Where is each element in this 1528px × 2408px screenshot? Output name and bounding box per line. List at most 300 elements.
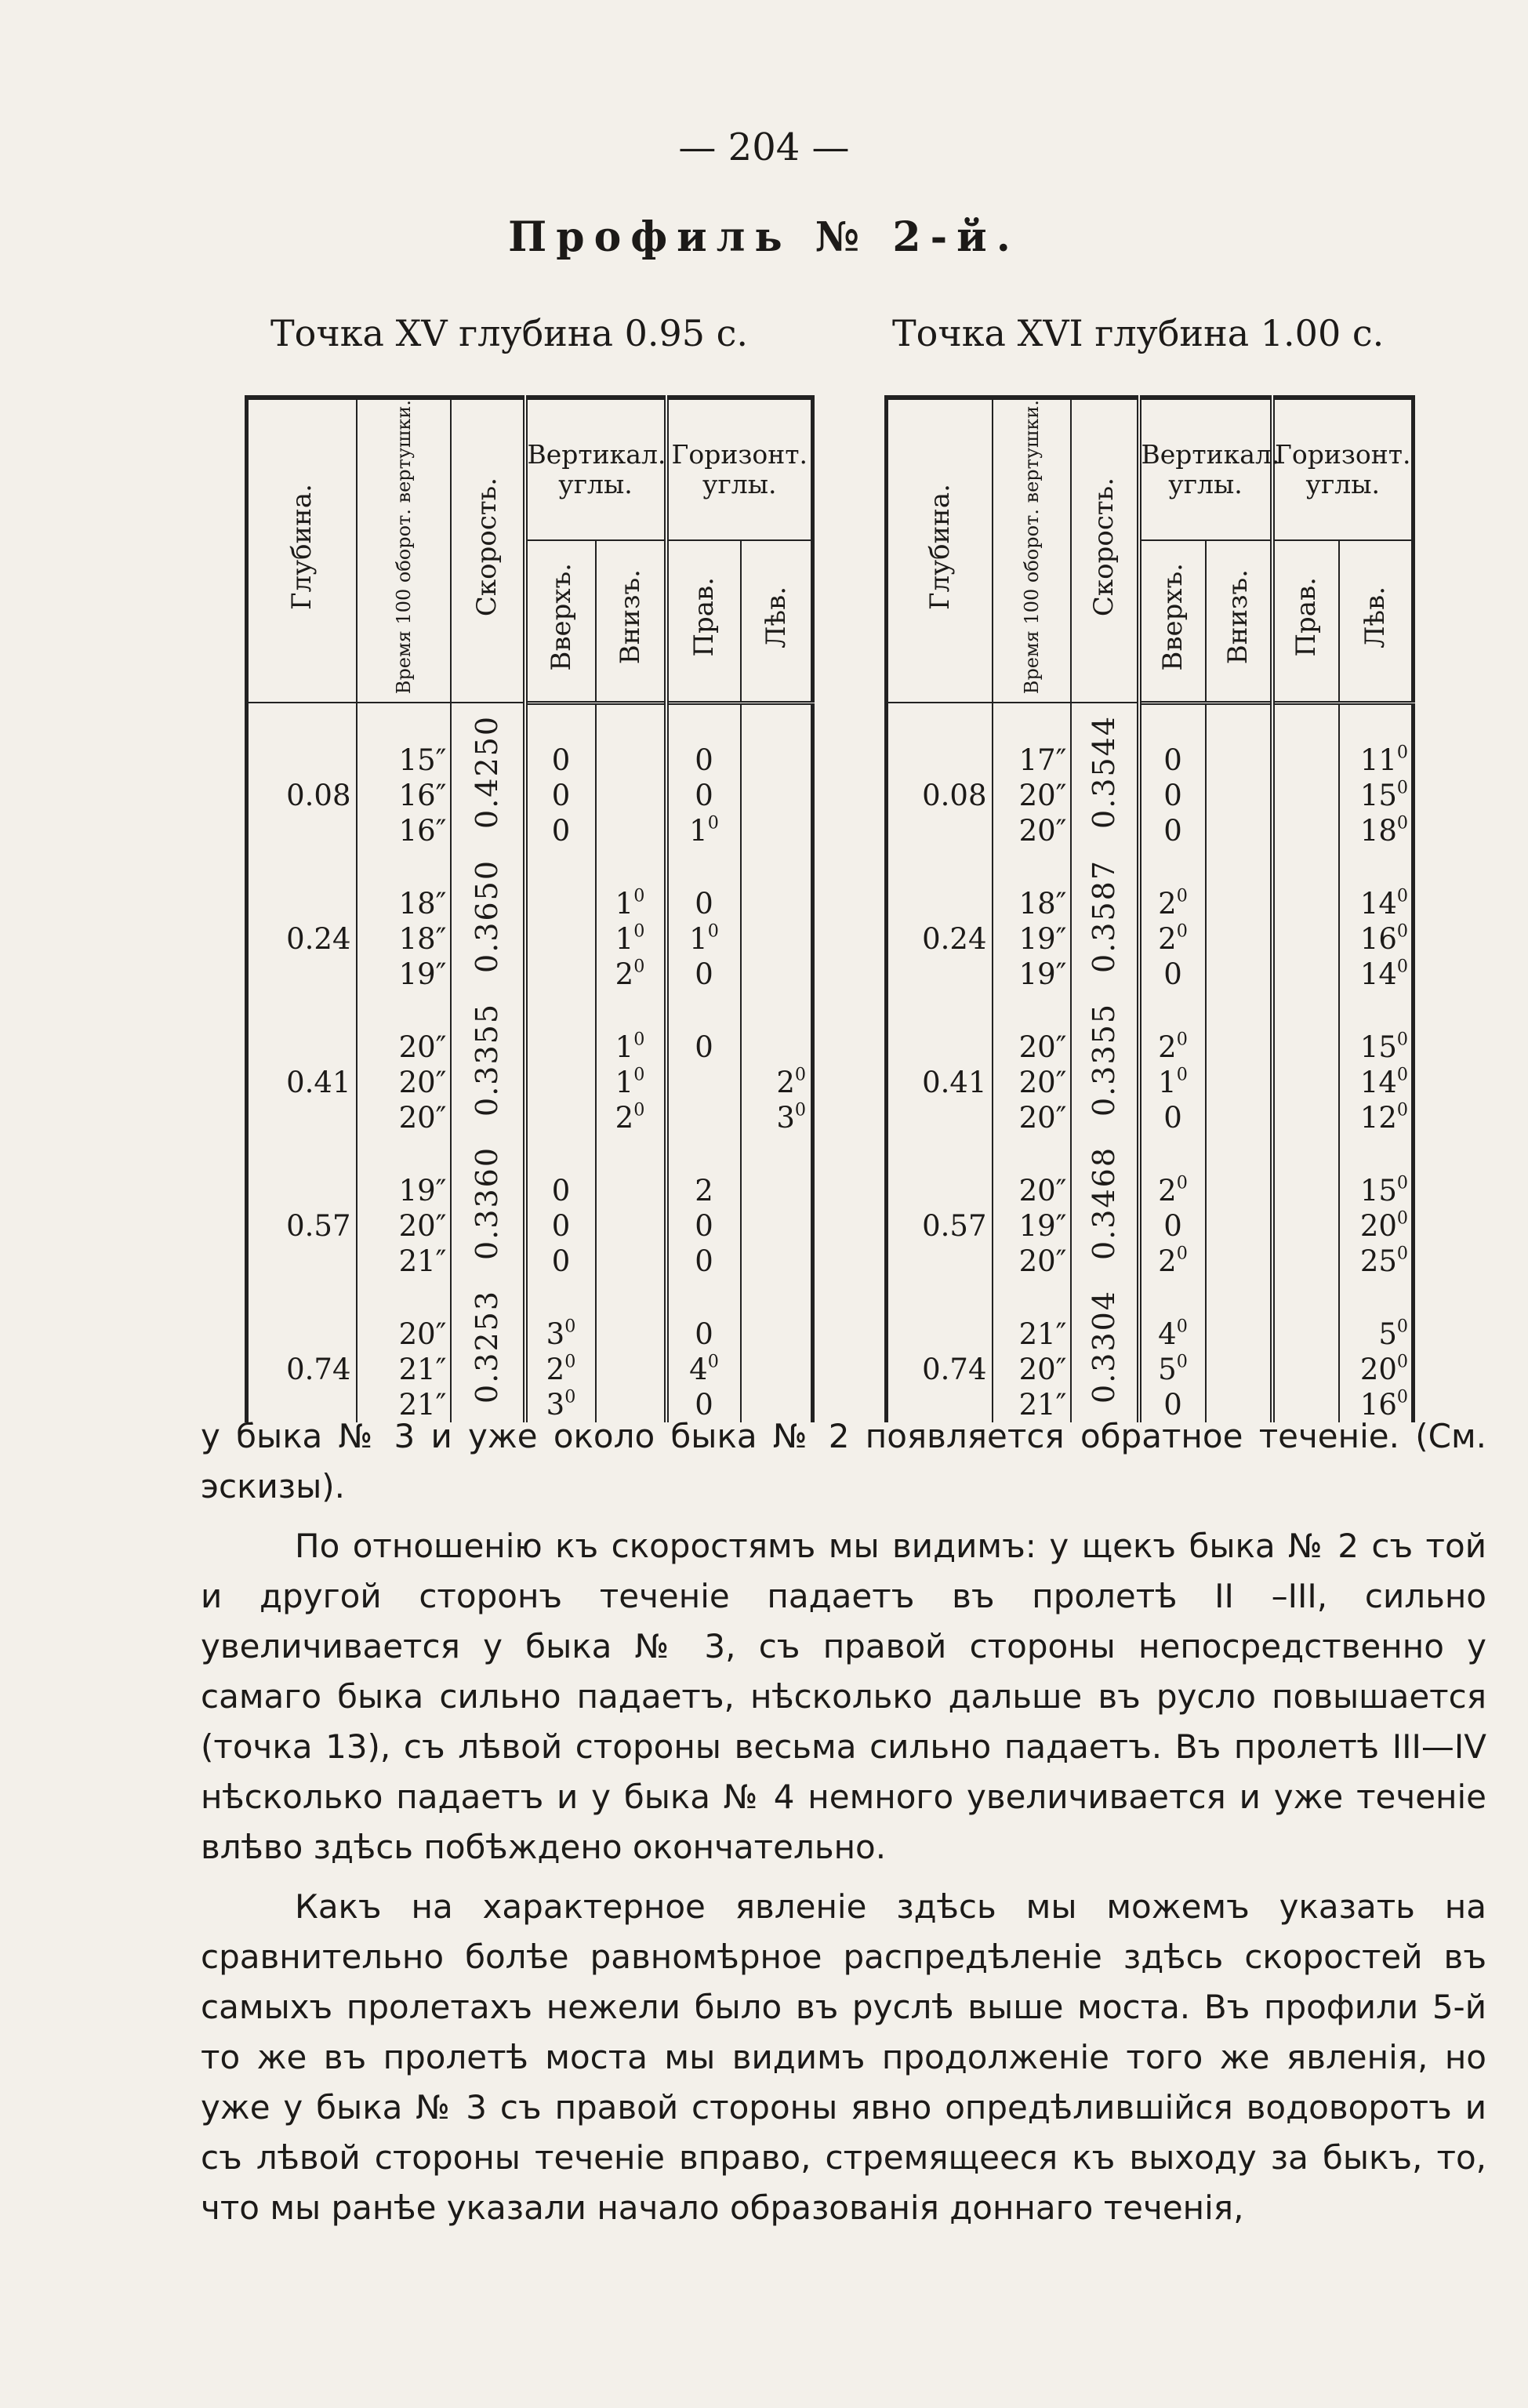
up-cell: $5^0$ (1139, 1352, 1206, 1387)
up-cell (525, 1100, 596, 1135)
right-cell (1272, 1352, 1339, 1387)
time-cell: 16″ (357, 813, 451, 848)
header-down: Внизъ. (1206, 540, 1272, 703)
spacer-cell (741, 1135, 813, 1173)
left-cell: $11^0$ (1339, 743, 1414, 778)
spacer-cell (1139, 1135, 1206, 1173)
spacer-cell (666, 992, 741, 1030)
spacer-cell (247, 1279, 357, 1317)
depth-cell (887, 1244, 993, 1279)
right-cell: 0 (666, 957, 741, 992)
left-cell: $2^0$ (741, 1065, 813, 1100)
spacer-cell (1272, 1135, 1339, 1173)
time-cell: 18″ (993, 886, 1071, 921)
spacer-cell (887, 703, 993, 743)
up-cell: $4^0$ (1139, 1317, 1206, 1352)
speed-cell: 0.3304 (1071, 1279, 1139, 1422)
body-text (201, 1411, 1486, 2233)
right-cell (1272, 957, 1339, 992)
down-cell (1206, 813, 1272, 848)
time-cell: 19″ (993, 921, 1071, 957)
spacer-cell (993, 1279, 1071, 1317)
down-cell (1206, 1208, 1272, 1244)
time-cell: 20″ (993, 778, 1071, 813)
up-cell (525, 886, 596, 921)
right-cell (1272, 813, 1339, 848)
depth-cell (247, 1100, 357, 1135)
spacer-cell (887, 848, 993, 886)
table-row (887, 1317, 1414, 1352)
time-cell: 21″ (993, 1317, 1071, 1352)
table-row (247, 957, 813, 992)
speed-cell: 0.3544 (1071, 703, 1139, 848)
left-cell: $3^0$ (741, 1100, 813, 1135)
header-speed: Скорость. (451, 398, 525, 703)
spacer-cell (525, 992, 596, 1030)
header-horizontal-angles: Горизонт. углы. (1272, 398, 1414, 540)
left-cell: $25^0$ (1339, 1244, 1414, 1279)
down-cell (1206, 778, 1272, 813)
paragraph: Какъ на характерное явленіе здѣсь мы можемъ указать на сравнительно болѣе равномѣрное распредѣленіе здѣсь скоростей въ самыхъ пролетахъ нежели было въ руслѣ выше моста. Въ профили 5-й то же въ пролетѣ моста мы видимъ продолженіе того же явленія, но уже у быка № 3 съ правой стороны явно опредѣлившійся водоворотъ и съ лѣвой стороны теченіе вправо, стремящееся къ выходу за быкъ, то, что мы ранѣе указали начало образованія доннаго теченія, (201, 1887, 1486, 2227)
spacer-cell (666, 1135, 741, 1173)
depth-cell (247, 886, 357, 921)
spacer-cell (666, 1279, 741, 1317)
time-cell: 20″ (357, 1030, 451, 1065)
right-cell (1272, 1208, 1339, 1244)
depth-cell (887, 813, 993, 848)
right-cell (1272, 743, 1339, 778)
speed-cell: 0.3360 (451, 1135, 525, 1279)
up-cell: $2^0$ (525, 1352, 596, 1387)
down-cell (1206, 1100, 1272, 1135)
table-row (887, 1065, 1414, 1100)
right-cell (1272, 778, 1339, 813)
spacer-cell (357, 1135, 451, 1173)
table-row (887, 1030, 1414, 1065)
spacer-cell (247, 1135, 357, 1173)
depth-cell (247, 813, 357, 848)
right-cell (1272, 1317, 1339, 1352)
spacer-cell (247, 703, 357, 743)
header-time: Время 100 оборот. вертушки. (357, 398, 451, 703)
up-cell: $2^0$ (1139, 1244, 1206, 1279)
left-cell (741, 1173, 813, 1208)
paragraph: у быка № 3 и уже около быка № 2 появляется обратное теченіе. (См. эскизы). (201, 1417, 1486, 1505)
spacer-cell (525, 1135, 596, 1173)
time-cell: 20″ (993, 1065, 1071, 1100)
down-cell: $1^0$ (596, 886, 666, 921)
right-cell: $1^0$ (666, 921, 741, 957)
depth-cell: 0.57 (247, 1208, 357, 1244)
spacer-cell (596, 1135, 666, 1173)
down-cell (596, 1352, 666, 1387)
spacer-cell (741, 1279, 813, 1317)
left-cell (741, 921, 813, 957)
spacer-cell (666, 848, 741, 886)
up-cell: 0 (525, 1173, 596, 1208)
up-cell: 0 (1139, 1100, 1206, 1135)
header-right: Прав. (666, 540, 741, 703)
down-cell (1206, 1030, 1272, 1065)
table-row (247, 1100, 813, 1135)
left-measurement-table (245, 395, 815, 1422)
spacer-cell (357, 1279, 451, 1317)
spacer-cell (741, 848, 813, 886)
time-cell: 20″ (357, 1317, 451, 1352)
spacer-cell (1339, 1135, 1414, 1173)
spacer-cell (887, 1279, 993, 1317)
right-cell: 0 (666, 743, 741, 778)
down-cell (1206, 1244, 1272, 1279)
depth-cell (247, 1317, 357, 1352)
table-row (247, 1244, 813, 1279)
time-cell: 20″ (993, 1100, 1071, 1135)
spacer-cell (993, 848, 1071, 886)
down-cell (596, 813, 666, 848)
header-depth: Глубина. (887, 398, 993, 703)
table-row (247, 1173, 813, 1208)
header-up: Вверхъ. (1139, 540, 1206, 703)
left-cell: $15^0$ (1339, 1173, 1414, 1208)
table-row (247, 1317, 813, 1352)
right-cell (1272, 921, 1339, 957)
up-cell: $2^0$ (1139, 886, 1206, 921)
time-cell: 20″ (993, 1173, 1071, 1208)
left-cell: $15^0$ (1339, 778, 1414, 813)
down-cell (596, 1244, 666, 1279)
table-row (247, 813, 813, 848)
spacer-cell (525, 1279, 596, 1317)
header-left: Лѣв. (741, 540, 813, 703)
spacer-cell (525, 703, 596, 743)
page-number: — 204 — (678, 125, 850, 169)
up-cell: 0 (1139, 743, 1206, 778)
table-row (887, 778, 1414, 813)
speed-cell: 0.3587 (1071, 848, 1139, 992)
table-row (247, 886, 813, 921)
time-cell: 20″ (357, 1100, 451, 1135)
depth-cell (247, 957, 357, 992)
left-cell (741, 813, 813, 848)
up-cell: $3^0$ (525, 1317, 596, 1352)
header-depth: Глубина. (247, 398, 357, 703)
left-cell: $14^0$ (1339, 886, 1414, 921)
spacer-cell (357, 992, 451, 1030)
down-cell (1206, 1065, 1272, 1100)
depth-cell (887, 1173, 993, 1208)
spacer-cell (887, 992, 993, 1030)
spacer-cell (247, 992, 357, 1030)
right-cell: 0 (666, 1387, 741, 1422)
left-cell (741, 743, 813, 778)
down-cell (1206, 886, 1272, 921)
spacer-cell (741, 703, 813, 743)
left-cell: $12^0$ (1339, 1100, 1414, 1135)
up-cell (525, 1030, 596, 1065)
up-cell: 0 (525, 778, 596, 813)
up-cell: 0 (1139, 778, 1206, 813)
depth-cell (247, 1244, 357, 1279)
time-cell: 16″ (357, 778, 451, 813)
up-cell (525, 921, 596, 957)
up-cell: 0 (1139, 1387, 1206, 1422)
spacer-cell (1206, 992, 1272, 1030)
table-row (887, 1100, 1414, 1135)
depth-cell: 0.57 (887, 1208, 993, 1244)
right-cell (1272, 1030, 1339, 1065)
down-cell (1206, 1173, 1272, 1208)
up-cell: $3^0$ (525, 1387, 596, 1422)
spacer-cell (1206, 703, 1272, 743)
spacer-cell (1272, 1279, 1339, 1317)
header-left: Лѣв. (1339, 540, 1414, 703)
spacer-cell (357, 703, 451, 743)
left-cell (741, 886, 813, 921)
time-cell: 21″ (993, 1387, 1071, 1422)
table-row (247, 1208, 813, 1244)
spacer-cell (1139, 1279, 1206, 1317)
down-cell (1206, 1352, 1272, 1387)
table-row (247, 1065, 813, 1100)
down-cell (596, 1173, 666, 1208)
time-cell: 20″ (357, 1208, 451, 1244)
right-cell: 0 (666, 778, 741, 813)
right-cell: 0 (666, 1244, 741, 1279)
down-cell (1206, 1317, 1272, 1352)
spacer-cell (1339, 1279, 1414, 1317)
right-cell (1272, 1244, 1339, 1279)
depth-cell (887, 743, 993, 778)
page-title: Профиль № 2-й. (508, 213, 1020, 261)
right-cell (666, 1100, 741, 1135)
left-cell (741, 1208, 813, 1244)
table-row (887, 1173, 1414, 1208)
spacer-cell (1139, 703, 1206, 743)
spacer-cell (596, 1279, 666, 1317)
down-cell (596, 1208, 666, 1244)
spacer-cell (525, 848, 596, 886)
table-row (247, 743, 813, 778)
left-cell (741, 1244, 813, 1279)
speed-cell: 0.4250 (451, 703, 525, 848)
down-cell (1206, 743, 1272, 778)
depth-cell (887, 1317, 993, 1352)
spacer-cell (1339, 848, 1414, 886)
left-cell: $14^0$ (1339, 957, 1414, 992)
time-cell: 19″ (993, 1208, 1071, 1244)
depth-cell (887, 1030, 993, 1065)
right-measurement-table (884, 395, 1415, 1422)
left-cell: $15^0$ (1339, 1030, 1414, 1065)
down-cell: $1^0$ (596, 1030, 666, 1065)
depth-cell: 0.41 (247, 1065, 357, 1100)
down-cell (596, 743, 666, 778)
table-row (247, 1352, 813, 1387)
spacer-cell (887, 1135, 993, 1173)
depth-cell (247, 1173, 357, 1208)
spacer-cell (1206, 848, 1272, 886)
left-table-body (247, 703, 813, 1422)
depth-cell (247, 743, 357, 778)
up-cell: $2^0$ (1139, 921, 1206, 957)
depth-cell: 0.41 (887, 1065, 993, 1100)
speed-cell: 0.3355 (451, 992, 525, 1135)
down-cell (596, 1317, 666, 1352)
spacer-cell (1139, 992, 1206, 1030)
right-table-body (887, 703, 1414, 1422)
spacer-cell (1272, 992, 1339, 1030)
spacer-cell (1272, 703, 1339, 743)
time-cell: 17″ (993, 743, 1071, 778)
down-cell: $2^0$ (596, 1100, 666, 1135)
left-cell (741, 957, 813, 992)
depth-cell: 0.08 (887, 778, 993, 813)
left-table-caption: Точка XV глубина 0.95 с. (270, 312, 749, 354)
spacer-cell (1139, 848, 1206, 886)
table-row (887, 743, 1414, 778)
right-cell (1272, 1173, 1339, 1208)
up-cell: 0 (525, 1244, 596, 1279)
left-cell (741, 1352, 813, 1387)
spacer-cell (596, 992, 666, 1030)
right-cell: 2 (666, 1173, 741, 1208)
time-cell: 21″ (357, 1244, 451, 1279)
left-cell (741, 1030, 813, 1065)
depth-cell: 0.24 (247, 921, 357, 957)
spacer-cell (1206, 1279, 1272, 1317)
header-down: Внизъ. (596, 540, 666, 703)
depth-cell: 0.08 (247, 778, 357, 813)
spacer-cell (596, 703, 666, 743)
spacer-cell (1206, 1135, 1272, 1173)
right-cell (1272, 1100, 1339, 1135)
down-cell: $1^0$ (596, 921, 666, 957)
table-row (247, 778, 813, 813)
depth-cell (887, 957, 993, 992)
depth-cell: 0.74 (247, 1352, 357, 1387)
table-row (247, 921, 813, 957)
header-time: Время 100 оборот. вертушки. (993, 398, 1071, 703)
time-cell: 20″ (993, 1030, 1071, 1065)
header-right: Прав. (1272, 540, 1339, 703)
left-cell: $18^0$ (1339, 813, 1414, 848)
spacer-cell (357, 848, 451, 886)
left-cell: $5^0$ (1339, 1317, 1414, 1352)
spacer-cell (247, 848, 357, 886)
spacer-cell (596, 848, 666, 886)
right-table-caption: Точка XVI глубина 1.00 с. (892, 312, 1385, 354)
header-up: Вверхъ. (525, 540, 596, 703)
up-cell: 0 (525, 813, 596, 848)
time-cell: 20″ (993, 1352, 1071, 1387)
table-row (887, 813, 1414, 848)
speed-cell: 0.3650 (451, 848, 525, 992)
spacer-cell (1339, 992, 1414, 1030)
depth-cell (887, 1100, 993, 1135)
spacer-cell (741, 992, 813, 1030)
header-vertical-angles: Вертикал. углы. (525, 398, 666, 540)
up-cell (525, 957, 596, 992)
time-cell: 21″ (357, 1387, 451, 1422)
left-cell: $20^0$ (1339, 1208, 1414, 1244)
time-cell: 15″ (357, 743, 451, 778)
down-cell (1206, 957, 1272, 992)
left-cell: $14^0$ (1339, 1065, 1414, 1100)
spacer-cell (1272, 848, 1339, 886)
spacer-cell (993, 1135, 1071, 1173)
up-cell: 0 (525, 743, 596, 778)
table-row (887, 921, 1414, 957)
left-cell: $16^0$ (1339, 921, 1414, 957)
right-cell (1272, 1065, 1339, 1100)
speed-cell: 0.3468 (1071, 1135, 1139, 1279)
up-cell: 0 (525, 1208, 596, 1244)
down-cell: $2^0$ (596, 957, 666, 992)
up-cell: $2^0$ (1139, 1030, 1206, 1065)
depth-cell (247, 1030, 357, 1065)
left-cell: $16^0$ (1339, 1387, 1414, 1422)
left-cell: $20^0$ (1339, 1352, 1414, 1387)
depth-cell: 0.24 (887, 921, 993, 957)
down-cell (1206, 921, 1272, 957)
down-cell (596, 778, 666, 813)
right-cell: $4^0$ (666, 1352, 741, 1387)
speed-cell: 0.3253 (451, 1279, 525, 1422)
right-cell: 0 (666, 886, 741, 921)
spacer-cell (993, 992, 1071, 1030)
up-cell: 0 (1139, 1208, 1206, 1244)
left-cell (741, 1317, 813, 1352)
table-row (887, 1352, 1414, 1387)
time-cell: 19″ (357, 957, 451, 992)
speed-cell: 0.3355 (1071, 992, 1139, 1135)
right-cell (1272, 886, 1339, 921)
left-cell (741, 778, 813, 813)
paragraph: По отношенію къ скоростямъ мы видимъ: у щекъ быка № 2 съ той и другой сторонъ теченіе падаетъ въ пролетѣ II –III, сильно увеличивается у быка № 3, съ правой стороны непосредственно у самаго быка сильно падаетъ, нѣсколько дальше въ русло повышается (точка 13), съ лѣвой стороны весьма сильно падаетъ. Въ пролетѣ III—IV нѣсколько падаетъ и у быка № 4 немного увеличивается и уже теченіе влѣво здѣсь побѣждено окончательно. (201, 1527, 1486, 1866)
time-cell: 18″ (357, 921, 451, 957)
table-row (247, 1030, 813, 1065)
right-cell (666, 1065, 741, 1100)
time-cell: 20″ (993, 1244, 1071, 1279)
spacer-cell (993, 703, 1071, 743)
table-row (887, 1208, 1414, 1244)
time-cell: 20″ (357, 1065, 451, 1100)
up-cell: $2^0$ (1139, 1173, 1206, 1208)
up-cell: $1^0$ (1139, 1065, 1206, 1100)
header-vertical-angles: Вертикал. углы. (1139, 398, 1272, 540)
up-cell: 0 (1139, 957, 1206, 992)
depth-cell: 0.74 (887, 1352, 993, 1387)
time-cell: 19″ (357, 1173, 451, 1208)
right-cell: 0 (666, 1030, 741, 1065)
down-cell: $1^0$ (596, 1065, 666, 1100)
right-cell: 0 (666, 1208, 741, 1244)
right-cell: $1^0$ (666, 813, 741, 848)
time-cell: 20″ (993, 813, 1071, 848)
table-row (887, 886, 1414, 921)
time-cell: 19″ (993, 957, 1071, 992)
depth-cell (887, 886, 993, 921)
header-speed: Скорость. (1071, 398, 1139, 703)
time-cell: 18″ (357, 886, 451, 921)
table-row (887, 957, 1414, 992)
up-cell (525, 1065, 596, 1100)
up-cell: 0 (1139, 813, 1206, 848)
table-row (887, 1244, 1414, 1279)
header-horizontal-angles: Горизонт. углы. (666, 398, 813, 540)
right-cell: 0 (666, 1317, 741, 1352)
spacer-cell (666, 703, 741, 743)
